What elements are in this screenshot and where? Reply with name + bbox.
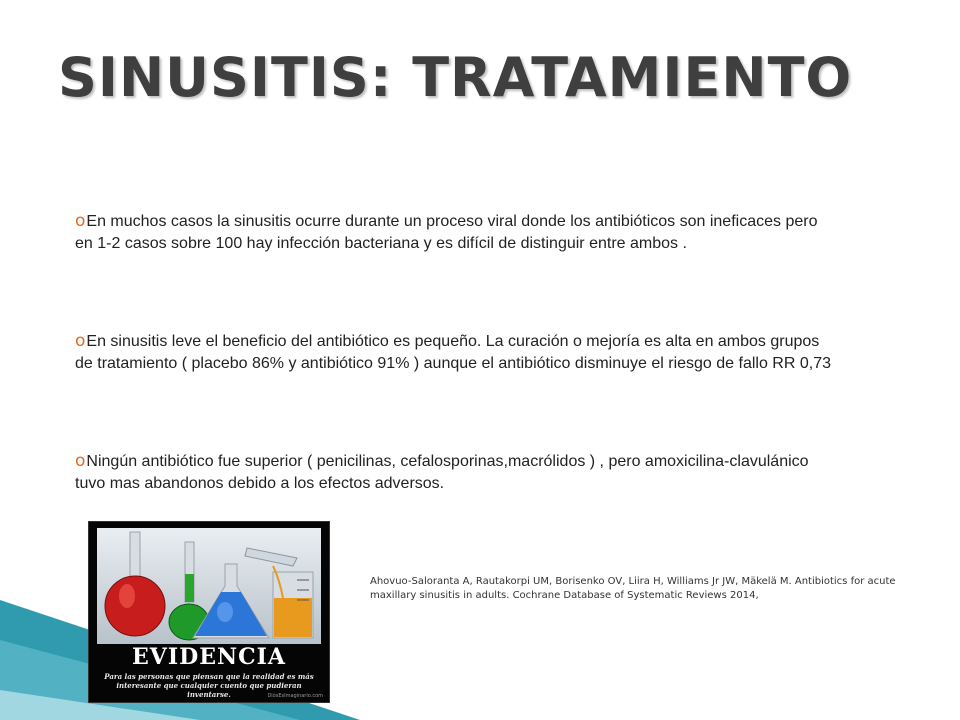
bullet-2-text: En sinusitis leve el beneficio del antibiótico es pequeño. La curación o mejoría es alta en ambos grupos de tratamiento ( placebo 86% y antibiótico 91% ) aunque el antibiótico disminuye el riesgo de fallo RR 0,73 <box>75 333 831 372</box>
citation-reference: Ahovuo-Saloranta A, Rautakorpi UM, Borisenko OV, Liira H, Williams Jr JW, Mäkelä M. Antibiotics for acute maxillary sinusitis in adults. Cochrane Database of Systematic Reviews 2014, <box>370 576 896 601</box>
bullet-3 <box>75 450 835 495</box>
bullet-marker: o <box>75 211 86 231</box>
bullet-marker: o <box>75 451 86 471</box>
lab-flasks-illustration <box>97 528 321 644</box>
slide-title: SINUSITIS: TRATAMIENTO <box>58 46 853 109</box>
bullet-1-text: En muchos casos la sinusitis ocurre durante un proceso viral donde los antibióticos son ineficaces pero en 1-2 casos sobre 100 hay infección bacteriana y es difícil de distinguir entre ambos . <box>75 213 818 252</box>
poster-title: EVIDENCIA <box>132 644 286 670</box>
bullet-2 <box>75 330 835 375</box>
bullet-1 <box>75 210 835 255</box>
bullet-marker: o <box>75 331 86 351</box>
bullet-3-text: Ningún antibiótico fue superior ( penicilinas, cefalosporinas,macrólidos ) , pero amoxicilina-clavulánico tuvo mas abandonos debido a los efectos adversos. <box>75 453 809 492</box>
evidence-poster-image <box>88 521 330 703</box>
poster-credit: DiosEsImaginario.com <box>267 693 323 699</box>
poster-tagline: Para las personas que piensan que la realidad es más interesante que cualquier cuento que pudieran inventarse. <box>104 672 314 699</box>
